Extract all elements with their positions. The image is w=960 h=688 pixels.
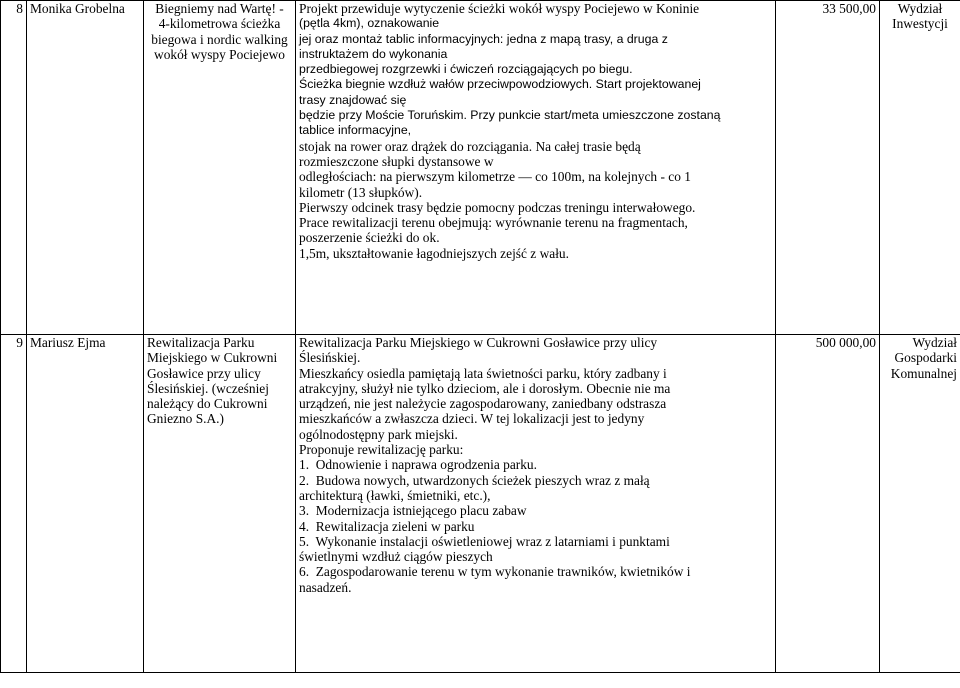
responsible-unit: [880, 1, 960, 335]
description-line: odległościach: na pierwszym kilometrze — co 100m, na kolejnych - co 1: [299, 169, 691, 185]
description-line: atrakcyjny, służył nie tylko dzieciom, ale i dorosłym. Obecnie nie ma: [299, 380, 671, 396]
description-line: tablice informacyjne,: [299, 123, 412, 138]
description-line: przedbiegowej rozgrzewki i ćwiczeń rozciągających po biegu.: [299, 62, 633, 77]
title-line: Gniezno S.A.): [147, 411, 224, 427]
unit-line: Gospodarki: [894, 350, 957, 366]
project-amount: 33 500,00: [776, 1, 880, 335]
description-line: stojak na rower oraz drążek do rozciągania. Na całej trasie będą: [299, 138, 641, 154]
description-line: poszerzenie ścieżki do ok.: [299, 230, 440, 246]
row-number: 9: [1, 335, 27, 673]
description-line: 2. Budowa nowych, utwardzonych ścieżek pieszych wraz z małą: [299, 472, 650, 488]
description-line: rozmieszczone słupki dystansowe w: [299, 153, 494, 169]
title-line: Biegniemy nad Wartę! -: [155, 1, 284, 16]
project-title: [144, 335, 296, 673]
description-line: Proponuje rewitalizację parku:: [299, 442, 464, 458]
table-row: [1, 1, 960, 335]
description-line: ogólnodostępny park miejski.: [299, 426, 458, 442]
description-line: 4. Rewitalizacja zieleni w parku: [299, 518, 475, 534]
unit-line: Inwestycji: [892, 16, 948, 32]
description-line: (pętla 4km), oznakowanie: [299, 16, 440, 31]
title-line: Miejskiego w Cukrowni: [147, 350, 278, 366]
table-row: [1, 335, 960, 673]
title-line: Ślesińskiej. (wcześniej: [147, 380, 269, 396]
title-line: biegowa i nordic walking: [151, 31, 288, 47]
description-line: 3. Modernizacja istniejącego placu zabaw: [299, 503, 527, 519]
description-line: będzie przy Moście Toruńskim. Przy punkcie start/meta umieszczone zostaną: [299, 108, 721, 123]
description-line: Rewitalizacja Parku Miejskiego w Cukrowni Gosławice przy ulicy: [299, 335, 658, 350]
description-line: 1,5m, ukształtowanie łagodniejszych zejść z wału.: [299, 245, 569, 261]
description-line: Projekt przewiduje wytyczenie ścieżki wokół wyspy Pociejewo w Koninie: [299, 1, 700, 16]
description-line: świetlnymi wzdłuż ciągów pieszych: [299, 549, 493, 565]
author-name: Mariusz Ejma: [27, 335, 144, 673]
description-line: trasy znajdować się: [299, 92, 407, 107]
project-description: [296, 335, 776, 673]
unit-line: Komunalnej: [890, 365, 957, 381]
description-line: Ścieżka biegnie wzdłuż wałów przeciwpowodziowych. Start projektowanej: [299, 77, 701, 92]
title-line: Rewitalizacja Parku: [147, 335, 255, 350]
description-line: instruktażem do wykonania: [299, 46, 448, 61]
responsible-unit: [880, 335, 960, 673]
title-line: należący do Cukrowni: [147, 396, 268, 412]
project-title: [144, 1, 296, 335]
description-line: Prace rewitalizacji terenu obejmują: wyrównanie terenu na fragmentach,: [299, 215, 688, 231]
unit-line: Wydział: [912, 335, 957, 350]
title-line: 4-kilometrowa ścieżka: [158, 16, 281, 32]
description-line: Mieszkańcy osiedla pamiętają lata świetności parku, który zadbany i: [299, 365, 667, 381]
title-line: Gosławice przy ulicy: [147, 365, 261, 381]
title-line: wokół wyspy Pociejewo: [154, 46, 285, 62]
description-line: 5. Wykonanie instalacji oświetleniowej wraz z latarniami i punktami: [299, 533, 670, 549]
description-line: urządzeń, nie jest należycie zagospodarowany, zaniedbany odstrasza: [299, 396, 667, 412]
project-amount: 500 000,00: [776, 335, 880, 673]
description-line: Pierwszy odcinek trasy będzie pomocny podczas treningu interwałowego.: [299, 199, 696, 215]
description-line: Ślesińskiej.: [299, 350, 361, 366]
description-line: mieszkańców a zwłaszcza dzieci. W tej lokalizacji jest to jedyny: [299, 411, 645, 427]
project-description: [296, 1, 776, 335]
row-number: 8: [1, 1, 27, 335]
description-line: jej oraz montaż tablic informacyjnych: jedna z mapą trasy, a druga z: [299, 31, 668, 46]
description-line: kilometr (13 słupków).: [299, 184, 423, 200]
author-name: Monika Grobelna: [27, 1, 144, 335]
description-line: nasadzeń.: [299, 579, 352, 595]
description-line: architekturą (ławki, śmietniki, etc.),: [299, 487, 491, 503]
description-line: 6. Zagospodarowanie terenu w tym wykonanie trawników, kwietników i: [299, 564, 691, 580]
description-line: 1. Odnowienie i naprawa ogrodzenia parku.: [299, 457, 537, 473]
unit-line: Wydział: [897, 1, 943, 16]
